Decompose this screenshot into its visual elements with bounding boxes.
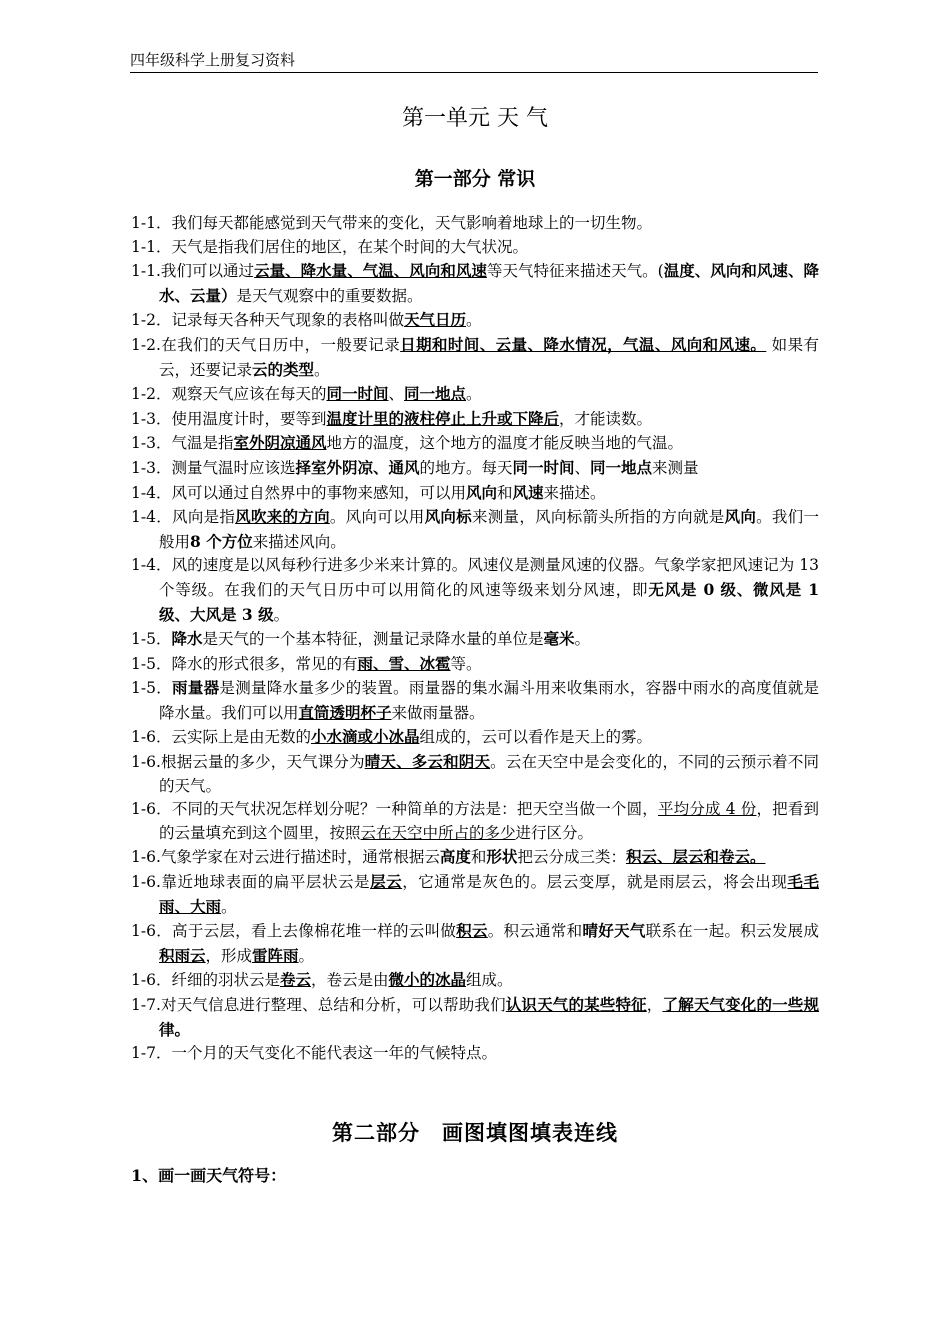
item-text: 1-6．不同的天气状况怎样划分呢？一种简单的方法是：把天空当做一个圆， (131, 800, 658, 819)
key-term: 风向标 (424, 507, 472, 527)
item-text: 1-5． (131, 630, 172, 649)
item-text: 的地方。每天 (419, 458, 513, 477)
page-header (130, 48, 818, 73)
list-item (131, 870, 819, 919)
key-term: 层云 (370, 872, 403, 892)
list-item (131, 993, 819, 1042)
item-text: 1-4．风的速度是以风每秒行进多少米来计算的。风速仪是测量风速的仪器。气象学家把风速记为 13 个等级。在我们的天气日历中可以用简化的风速等级来划分风速，即 (131, 556, 819, 599)
item-text: 1-5． (131, 679, 173, 698)
key-term: 积雨云 (159, 945, 206, 965)
item-text: 1-1．天气是指我们居住的地区，在某个时间的大气状况。 (131, 237, 528, 256)
item-text: 。 (298, 946, 315, 965)
key-term: 风吹来的方向 (235, 507, 330, 527)
item-text: 1-1．我们每天都能感觉到天气带来的变化，天气影响着地球上的一切生物。 (131, 214, 652, 232)
key-term: 雷阵雨 (252, 945, 299, 965)
key-term: 卷云 (279, 970, 311, 990)
key-term: 同一时间 (326, 384, 389, 404)
list-item (131, 627, 819, 652)
list-item (131, 725, 819, 750)
item-text: 来测量 (652, 458, 699, 477)
item-text: 和 (496, 483, 513, 502)
header-text: 四年级科学上册复习资料 (130, 51, 296, 69)
list-item (131, 968, 819, 993)
item-text: 。 (574, 630, 591, 649)
section-heading: 1、画一画天气符号： (131, 1166, 287, 1185)
item-text: ，它通常是灰色的。层云变厚，就是雨层云，将会出现 (402, 873, 788, 892)
item-text: 、 (388, 385, 404, 404)
list-item (131, 505, 819, 554)
key-term: 雨、雪、冰雹 (357, 653, 451, 673)
item-text: 如果有云，还要记录 (159, 335, 819, 379)
item-text: 等天气特征来描述天气。( (486, 262, 664, 281)
item-text: 。 (466, 385, 482, 404)
key-term: 8 个方位 (190, 531, 253, 551)
item-text: 来测量，风向标箭头所指的方向就是 (471, 508, 725, 527)
key-term: 晴好天气 (582, 921, 646, 941)
key-term: 直筒透明杯子 (298, 702, 392, 722)
key-term: 认识天气的某些特征 (505, 995, 647, 1014)
item-text: 1-2.在我们的天气日历中，一般要记录 (131, 335, 401, 354)
key-term: 同一地点 (590, 457, 653, 477)
item-text: 。我们一般用 (159, 508, 819, 551)
key-term: 风速 (512, 482, 544, 502)
item-text: ，把看到的云量填充到这个圆里，按照 (159, 800, 819, 842)
item-text: 1-2．记录每天各种天气现象的表格叫做 (131, 311, 404, 330)
list-item (131, 333, 819, 382)
key-term: 毛毛雨、大雨 (159, 872, 819, 916)
item-text: 1-6.根据云量的多少，天气课分为 (131, 753, 365, 772)
item-text: 1-6．高于云层，看上去像棉花堆一样的云叫做 (131, 922, 457, 941)
item-text: 1-1.我们可以通过 (131, 262, 255, 281)
item-text: 1-6．纤细的羽状云是 (131, 971, 280, 990)
knowledge-list (131, 212, 819, 1066)
item-text: 。风向可以用 (329, 508, 425, 527)
item-text: 。 (465, 311, 482, 330)
item-text: 1-7．一个月的天气变化不能代表这一年的气候特点。 (131, 1044, 497, 1063)
item-text: 1-5．降水的形式很多，常见的有 (131, 654, 358, 673)
key-term: 云在天空中所占的多少 (360, 823, 516, 842)
list-item (131, 236, 819, 260)
item-text: ，才能读数。 (558, 409, 652, 428)
key-term: 天气日历 (403, 310, 466, 330)
list-item (131, 431, 819, 456)
key-term: 了解天气变化的一些规 (662, 995, 819, 1014)
part2-title: 第二部分 画图填图填表连线 (332, 1120, 618, 1145)
list-item (131, 212, 819, 236)
key-term: 律。 (159, 1019, 191, 1039)
item-text: 来做雨量器。 (391, 703, 485, 722)
list-item (131, 1042, 819, 1066)
key-term: 温度、风向和风速、降水、云量） (159, 261, 819, 305)
item-text: 。积云通常和 (487, 922, 583, 941)
item-text: 1-6．云实际上是由无数的 (131, 728, 311, 747)
list-item (131, 845, 819, 870)
key-term: 积云、层云和卷云。 (625, 847, 766, 867)
item-text: 1-3．气温是指 (131, 434, 234, 453)
key-term: 微小的冰晶 (388, 970, 467, 990)
key-term: 毫米 (543, 629, 575, 649)
item-text: 。云在天空中是会变化的，不同的云预示着不同的天气。 (159, 753, 819, 795)
key-term: 风向 (465, 482, 497, 502)
key-term: 积云 (456, 921, 488, 941)
key-term: 无风是 0 级、微风是 1 级、大风是 3 级 (159, 579, 819, 624)
item-text: 。 (221, 897, 237, 916)
item-text: 1-4．风向是指 (131, 508, 236, 527)
item-text: 1-2．观察天气应该在每天的 (131, 385, 327, 404)
key-term: 日期和时间、云量、降水情况，气温、风向和风速。 (400, 334, 767, 354)
item-text: 等。 (450, 654, 482, 673)
item-text: 把云分成三类： (517, 848, 626, 867)
key-term: 高度 (439, 847, 471, 867)
key-term: 小水滴或小冰晶 (310, 727, 420, 747)
key-term: 雨量器 (172, 678, 220, 698)
key-term: 同一时间 (512, 457, 575, 477)
list-item (131, 308, 819, 333)
item-text: 组成的，云可以看作是天上的雾。 (419, 728, 652, 747)
key-term: 风向 (724, 507, 757, 527)
list-item (131, 750, 819, 798)
list-item (131, 652, 819, 677)
item-text: ，卷云是由 (310, 971, 389, 990)
item-text: ，形成 (205, 946, 253, 965)
part1-title: 第一部分 常识 (414, 168, 536, 190)
item-text: 进行区分。 (515, 823, 594, 842)
item-text: ， (646, 996, 663, 1014)
key-term: 同一地点 (404, 384, 467, 404)
item-text: 1-7.对天气信息进行整理、总结和分析，可以帮助我们 (131, 996, 506, 1014)
item-text: 来描述。 (543, 483, 606, 502)
list-item (131, 919, 819, 968)
list-item (131, 798, 819, 845)
list-item (131, 676, 819, 725)
list-item (131, 259, 819, 308)
key-term: 晴天、多云和阴天 (364, 752, 491, 772)
item-text: 1-6.靠近地球表面的扁平层状云是 (131, 873, 371, 892)
item-text: 是天气观察中的重要数据。 (236, 286, 423, 305)
list-item (131, 481, 819, 506)
key-term: 平均分成 4 份 (657, 800, 757, 819)
item-text: 是测量降水量多少的装置。雨量器的集水漏斗用来收集雨水，容器中雨水的高度值就是降水量。我们可以用 (159, 679, 819, 722)
item-text: 组成。 (466, 971, 513, 990)
key-term: 择室外阴凉、通风 (295, 457, 420, 477)
list-item (131, 554, 819, 627)
item-text: 是天气的一个基本特征，测量记录降水量的单位是 (202, 630, 544, 649)
list-item (131, 407, 819, 432)
key-term: 降水 (171, 629, 203, 649)
list-item (131, 382, 819, 407)
item-text: 。 (314, 360, 330, 379)
list-item (131, 456, 819, 481)
item-text: 地方的温度，这个地方的温度才能反映当地的气温。 (326, 434, 683, 453)
key-term: 云量、降水量、气温、风向和风速 (254, 261, 487, 281)
item-text: 来描述风向。 (252, 532, 346, 551)
item-text: 1-3．使用温度计时，要等到 (131, 409, 327, 428)
key-term: 室外阴凉通风 (233, 433, 327, 453)
item-text: 联系在一起。积云发展成 (645, 922, 819, 941)
key-term: 形状 (486, 847, 518, 867)
item-text: 1-3．测量气温时应该选 (131, 458, 296, 477)
key-term: 云的类型 (252, 359, 315, 379)
item-text: 。 (273, 605, 290, 624)
item-text: 和 (470, 848, 487, 867)
item-text: 1-6.气象学家在对云进行描述时，通常根据云 (131, 848, 440, 867)
unit-title: 第一单元 天 气 (402, 106, 548, 131)
item-text: 、 (574, 458, 591, 477)
key-term: 温度计里的液柱停止上升或下降后 (326, 408, 559, 428)
item-text: 1-4．风可以通过自然界中的事物来感知，可以用 (131, 483, 466, 502)
